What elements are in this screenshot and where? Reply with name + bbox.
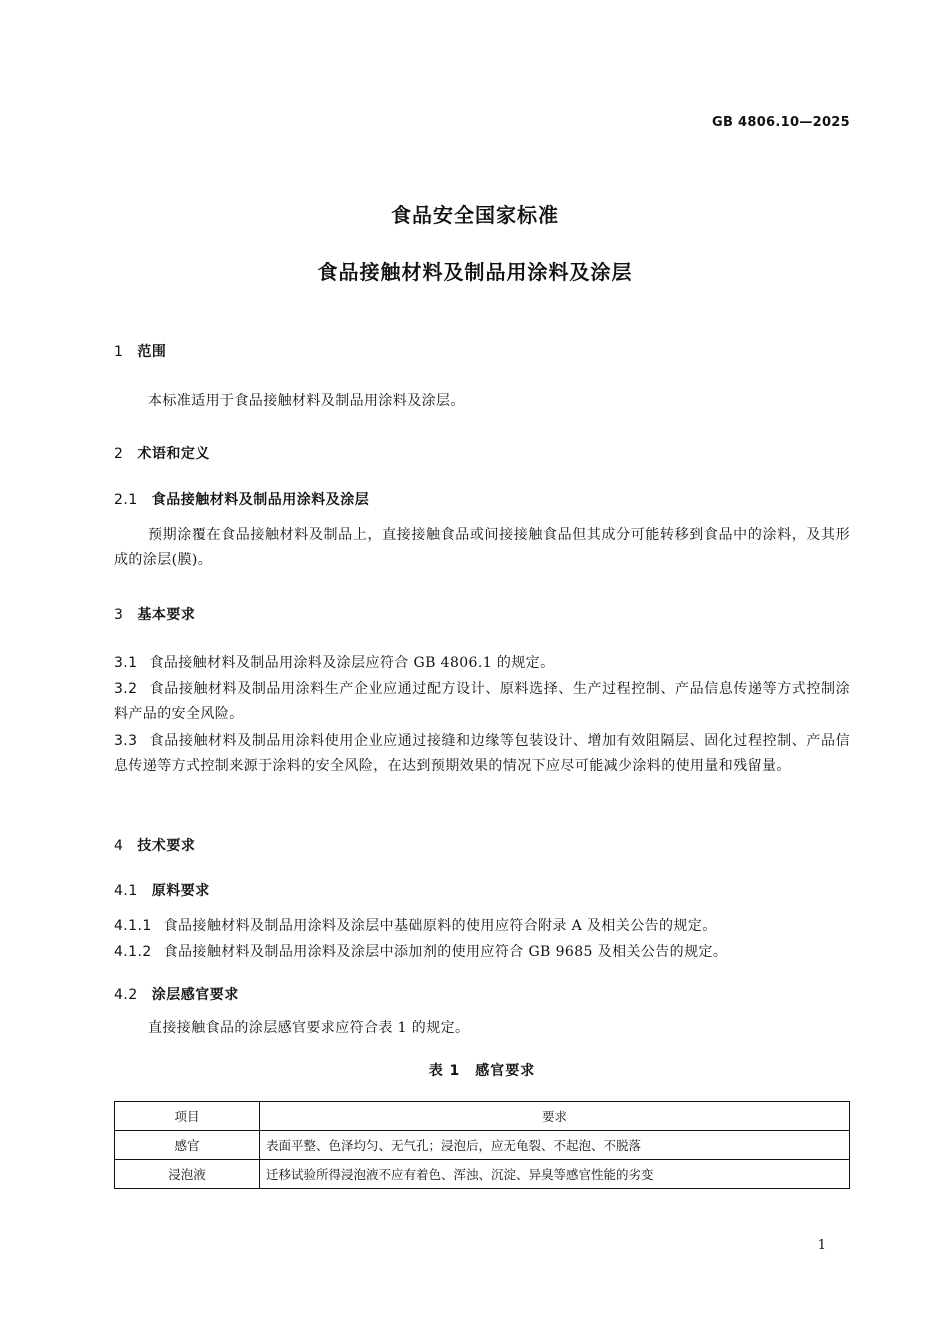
standard-code: GB 4806.10—2025: [712, 115, 850, 130]
table-cell: 感官: [115, 1131, 260, 1160]
section-number: 4.1: [114, 883, 138, 899]
section-2-heading: [114, 443, 210, 463]
section-number: 3: [114, 607, 124, 623]
section-title: 术语和定义: [137, 446, 210, 462]
table-row: [115, 1160, 850, 1189]
section-title: 技术要求: [137, 838, 196, 854]
section-title: 食品接触材料及制品用涂料及涂层: [151, 492, 370, 508]
section-title: 基本要求: [137, 607, 196, 623]
section-2-1-heading: [114, 489, 369, 509]
clause-3-1: [114, 651, 850, 676]
clause-text: 食品接触材料及制品用涂料及涂层应符合 GB 4806.1 的规定。: [149, 655, 555, 671]
table-1: [114, 1101, 850, 1189]
clause-number: 4.1.2: [114, 944, 152, 960]
table-header-row: [115, 1102, 850, 1131]
table-cell: 浸泡液: [115, 1160, 260, 1189]
section-number: 1: [114, 344, 124, 360]
document-title-line2: 食品接触材料及制品用涂料及涂层: [317, 260, 633, 284]
clause-number: 3.2: [114, 681, 138, 697]
section-1-heading: [114, 341, 166, 361]
section-title: 涂层感官要求: [151, 987, 239, 1003]
section-4-heading: [114, 835, 195, 855]
section-number: 4.2: [114, 987, 138, 1003]
section-1-text: 本标准适用于食品接触材料及制品用涂料及涂层。: [148, 393, 465, 409]
clause-number: 3.3: [114, 733, 138, 749]
clause-text: 食品接触材料及制品用涂料使用企业应通过接缝和边缘等包装设计、增加有效阻隔层、固化过程控制、产品信息传递等方式控制来源于涂料的安全风险，在达到预期效果的情况下应尽可能减少涂料的使用量和残留量。: [114, 733, 850, 774]
page-number: 1: [817, 1238, 826, 1253]
section-number: 2.1: [114, 492, 138, 508]
section-number: 2: [114, 446, 124, 462]
section-number: 4: [114, 838, 124, 854]
section-2-1-text: 预期涂覆在食品接触材料及制品上，直接接触食品或间接接触食品但其成分可能转移到食品中的涂料，及其形成的涂层(膜)。: [114, 527, 850, 568]
section-4-2-text: 直接接触食品的涂层感官要求应符合表 1 的规定。: [148, 1020, 470, 1036]
clause-text: 食品接触材料及制品用涂料及涂层中基础原料的使用应符合附录 A 及相关公告的规定。: [163, 918, 717, 934]
section-3-heading: [114, 604, 195, 624]
table-header-cell: 要求: [260, 1102, 850, 1131]
clause-4-1-2: [114, 940, 850, 965]
section-title: 原料要求: [151, 883, 210, 899]
clause-text: 食品接触材料及制品用涂料生产企业应通过配方设计、原料选择、生产过程控制、产品信息传递等方式控制涂料产品的安全风险。: [114, 681, 850, 722]
clause-3-3: [114, 729, 850, 779]
table-cell: 表面平整、色泽均匀、无气孔；浸泡后，应无龟裂、不起泡、不脱落: [260, 1131, 850, 1160]
table-row: [115, 1131, 850, 1160]
table-header-cell: 项目: [115, 1102, 260, 1131]
document-title-line1: 食品安全国家标准: [391, 203, 559, 227]
table-cell: 迁移试验所得浸泡液不应有着色、浑浊、沉淀、异臭等感官性能的劣变: [260, 1160, 850, 1189]
table-1-caption: 表 1 感官要求: [428, 1063, 536, 1079]
section-4-2-heading: [114, 984, 239, 1004]
clause-text: 食品接触材料及制品用涂料及涂层中添加剂的使用应符合 GB 9685 及相关公告的规定。: [163, 944, 728, 960]
section-4-1-heading: [114, 880, 210, 900]
clause-4-1-1: [114, 914, 850, 939]
clause-3-2: [114, 677, 850, 727]
clause-number: 4.1.1: [114, 918, 152, 934]
section-title: 范围: [137, 344, 167, 360]
clause-number: 3.1: [114, 655, 138, 671]
